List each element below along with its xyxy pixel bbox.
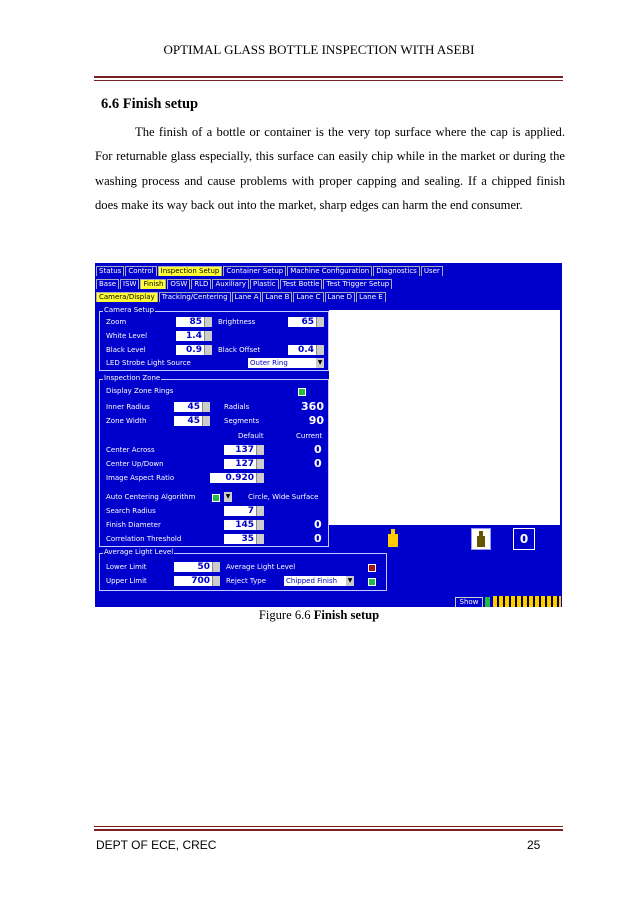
group-title: Inspection Zone xyxy=(104,374,161,382)
lower-limit-label: Lower Limit xyxy=(106,563,147,571)
aspect-ratio-label: Image Aspect Ratio xyxy=(106,474,175,482)
inner-radius-value: 45 xyxy=(187,402,200,412)
reject-checkbox[interactable] xyxy=(368,578,376,586)
tab-user[interactable]: User xyxy=(421,266,443,276)
caption-prefix: Figure 6.6 xyxy=(258,608,314,622)
center-across-label: Center Across xyxy=(106,446,155,454)
tab-finish[interactable]: Finish xyxy=(140,279,166,289)
lower-limit-value: 50 xyxy=(197,562,210,572)
center-updown-input[interactable] xyxy=(224,459,264,469)
black-offset-spinner[interactable] xyxy=(316,345,324,355)
reject-type-label: Reject Type xyxy=(226,577,267,585)
finish-diameter-input[interactable] xyxy=(224,520,264,530)
tab-base[interactable]: Base xyxy=(96,279,119,289)
inner-radius-label: Inner Radius xyxy=(106,403,150,411)
led-source-select[interactable] xyxy=(248,358,324,368)
correlation-input[interactable] xyxy=(224,534,264,544)
page-number: 25 xyxy=(527,838,541,852)
black-offset-input[interactable] xyxy=(288,345,324,355)
finish-diameter-current: 0 xyxy=(314,518,322,531)
default-header: Default xyxy=(238,432,264,440)
bottle-icon xyxy=(387,529,399,547)
chevron-down-icon[interactable]: ▼ xyxy=(347,577,353,584)
center-updown-label: Center Up/Down xyxy=(106,460,164,468)
finish-setup-screenshot xyxy=(95,263,562,607)
chevron-down-icon[interactable]: ▼ xyxy=(317,359,323,366)
tab-row-main xyxy=(96,266,444,276)
body-paragraph xyxy=(95,120,565,217)
finish-diameter-value: 145 xyxy=(235,520,254,530)
search-radius-label: Search Radius xyxy=(106,507,156,515)
center-updown-value: 127 xyxy=(235,459,254,469)
center-across-spinner[interactable] xyxy=(256,445,264,455)
black-level-input[interactable] xyxy=(176,345,212,355)
tab-diagnostics[interactable]: Diagnostics xyxy=(373,266,420,276)
search-radius-value: 7 xyxy=(247,506,254,516)
paragraph-text: The finish of a bottle or container is the very top surface where the cap is applied. For returnable glass especially, this surface can easily chip while in the market or during the washing process and cause problems with proper capping and sealing. If a chipped finish does make its way back out into the market, sharp edges can harm the end consumer. xyxy=(95,125,565,212)
radials-label: Radials xyxy=(224,403,250,411)
zone-width-value: 45 xyxy=(187,416,200,426)
tab-row-inspection xyxy=(96,279,393,289)
tab-rld[interactable]: RLD xyxy=(191,279,211,289)
show-button[interactable]: Show xyxy=(455,597,483,607)
chevron-down-icon[interactable]: ▼ xyxy=(225,493,231,500)
bottle-lane-strip xyxy=(493,596,561,607)
brightness-input[interactable] xyxy=(288,317,324,327)
finish-diameter-spinner[interactable] xyxy=(256,520,264,530)
inspection-zone-group xyxy=(99,374,329,547)
zone-width-input[interactable] xyxy=(174,416,210,426)
brightness-value: 65 xyxy=(301,317,314,327)
tab-row-finish xyxy=(96,292,387,302)
lower-limit-input[interactable] xyxy=(174,562,220,572)
group-title: Camera Setup xyxy=(104,306,155,314)
aspect-ratio-input[interactable] xyxy=(210,473,264,483)
black-level-spinner[interactable] xyxy=(204,345,212,355)
zone-width-spinner[interactable] xyxy=(202,416,210,426)
tab-camera-display[interactable]: Camera/Display xyxy=(96,292,158,302)
auto-centering-label: Auto Centering Algorithm xyxy=(106,493,196,501)
tab-lane-e[interactable]: Lane E xyxy=(356,292,386,302)
tab-auxiliary[interactable]: Auxiliary xyxy=(212,279,249,289)
white-level-value: 1.4 xyxy=(186,331,202,341)
current-header: Current xyxy=(296,432,323,440)
inner-radius-spinner[interactable] xyxy=(202,402,210,412)
zoom-spinner[interactable] xyxy=(204,317,212,327)
reject-type-select[interactable] xyxy=(284,576,354,586)
zoom-value: 85 xyxy=(189,317,202,327)
correlation-spinner[interactable] xyxy=(256,534,264,544)
white-level-label: White Level xyxy=(106,332,148,340)
zone-width-label: Zone Width xyxy=(106,417,147,425)
segments-label: Segments xyxy=(224,417,260,425)
header-rule xyxy=(94,76,563,78)
tab-control[interactable]: Control xyxy=(125,266,156,276)
aspect-ratio-value: 0.920 xyxy=(225,473,254,483)
tab-lane-b[interactable]: Lane B xyxy=(262,292,292,302)
upper-limit-spinner[interactable] xyxy=(212,576,220,586)
tab-lane-c[interactable]: Lane C xyxy=(293,292,323,302)
upper-limit-label: Upper Limit xyxy=(106,577,147,585)
section-title: 6.6 Finish setup xyxy=(101,96,199,112)
white-level-spinner[interactable] xyxy=(204,331,212,341)
tab-container-setup[interactable]: Container Setup xyxy=(223,266,286,276)
figure-caption xyxy=(0,608,638,623)
finish-diameter-label: Finish Diameter xyxy=(106,521,161,529)
segments-value: 90 xyxy=(308,414,324,427)
tab-plastic[interactable]: Plastic xyxy=(250,279,279,289)
center-across-current: 0 xyxy=(314,443,322,456)
center-updown-current: 0 xyxy=(314,457,322,470)
white-level-input[interactable] xyxy=(176,331,212,341)
inner-radius-input[interactable] xyxy=(174,402,210,412)
auto-centering-value: Circle, Wide Surface xyxy=(248,493,319,501)
tab-machine-configuration[interactable]: Machine Configuration xyxy=(287,266,372,276)
status-green-icon xyxy=(485,597,490,607)
tab-isw[interactable]: ISW xyxy=(120,279,139,289)
auto-centering-checkbox[interactable] xyxy=(212,494,220,502)
tab-lane-d[interactable]: Lane D xyxy=(325,292,356,302)
upper-limit-value: 700 xyxy=(191,576,210,586)
footer-rule xyxy=(94,829,563,831)
led-source-label: LED Strobe Light Source xyxy=(106,359,191,367)
zone-rings-checkbox[interactable] xyxy=(298,388,306,396)
light-level-group xyxy=(99,548,387,591)
center-across-value: 137 xyxy=(235,445,254,455)
black-offset-value: 0.4 xyxy=(298,345,314,355)
reject-count: 0 xyxy=(513,528,535,550)
aspect-ratio-spinner[interactable] xyxy=(256,473,264,483)
brightness-label: Brightness xyxy=(218,318,256,326)
caption-title: Finish setup xyxy=(313,608,380,622)
light-status-indicator xyxy=(368,564,376,572)
lower-limit-spinner[interactable] xyxy=(212,562,220,572)
bottle-view-button[interactable] xyxy=(471,528,491,550)
black-level-value: 0.9 xyxy=(186,345,202,355)
auto-centering-select[interactable] xyxy=(224,492,232,502)
tab-test-trigger-setup[interactable]: Test Trigger Setup xyxy=(323,279,392,289)
tab-lane-a[interactable]: Lane A xyxy=(232,292,262,302)
center-updown-spinner[interactable] xyxy=(256,459,264,469)
zone-rings-label: Display Zone Rings xyxy=(106,387,174,395)
zoom-input[interactable] xyxy=(176,317,212,327)
correlation-current: 0 xyxy=(314,532,322,545)
footer-department: DEPT OF ECE, CREC xyxy=(96,838,217,852)
reject-type-value: Chipped Finish xyxy=(286,577,338,585)
center-across-input[interactable] xyxy=(224,445,264,455)
group-title: Average Light Level xyxy=(104,548,174,556)
radials-value: 360 xyxy=(301,400,324,413)
upper-limit-input[interactable] xyxy=(174,576,220,586)
tab-test-bottle[interactable]: Test Bottle xyxy=(280,279,323,289)
tab-inspection-setup[interactable]: Inspection Setup xyxy=(158,266,223,276)
camera-preview xyxy=(329,310,560,525)
brightness-spinner[interactable] xyxy=(316,317,324,327)
header-rule-thin xyxy=(94,80,563,81)
camera-setup-group xyxy=(99,306,329,371)
led-source-value: Outer Ring xyxy=(250,359,288,367)
search-radius-spinner[interactable] xyxy=(256,506,264,516)
zoom-label: Zoom xyxy=(106,318,127,326)
black-offset-label: Black Offset xyxy=(218,346,261,354)
correlation-label: Correlation Threshold xyxy=(106,535,182,543)
correlation-value: 35 xyxy=(241,534,254,544)
tab-status[interactable]: Status xyxy=(96,266,124,276)
black-level-label: Black Level xyxy=(106,346,146,354)
bottle-icon xyxy=(472,529,490,549)
tab-osw[interactable]: OSW xyxy=(167,279,190,289)
footer-rule-thin xyxy=(94,826,563,827)
tab-tracking-centering[interactable]: Tracking/Centering xyxy=(159,292,231,302)
search-radius-input[interactable] xyxy=(224,506,264,516)
average-light-label: Average Light Level xyxy=(226,563,296,571)
running-header: OPTIMAL GLASS BOTTLE INSPECTION WITH ASEBI xyxy=(163,42,475,57)
